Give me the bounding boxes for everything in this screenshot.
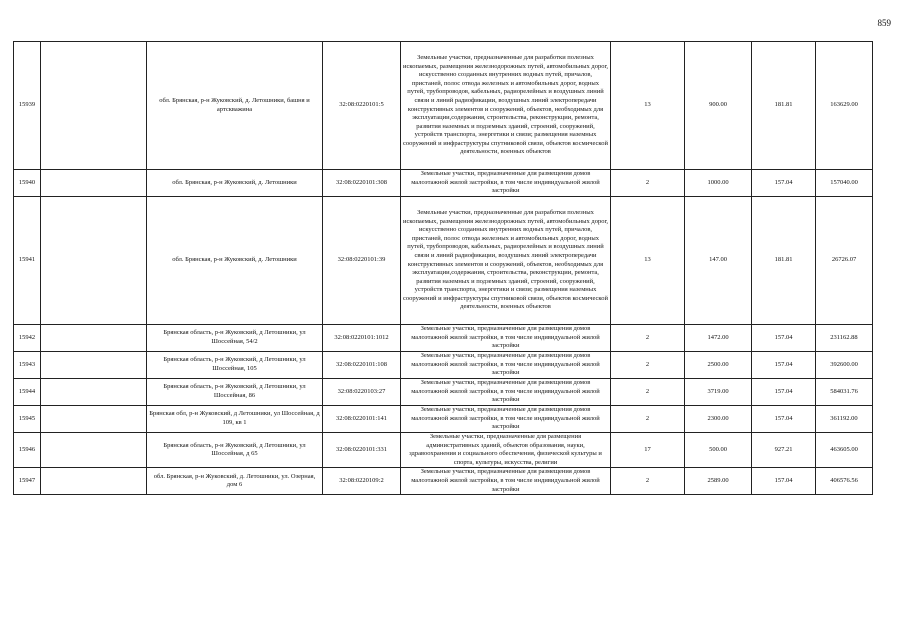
record-number-cell: 15943 <box>14 352 41 379</box>
use-code-cell: 2 <box>611 325 685 352</box>
land-use-cell: Земельные участки, предназначенные для размещения домов малоэтажной жилой застройки, в том числе индивидуальной жилой застройки <box>401 406 611 433</box>
table-row <box>14 42 873 170</box>
address-cell: Брянская область, р-н Жуковский, д Летошники, ул Шоссейная, 86 <box>147 379 323 406</box>
rate-cell: 157.04 <box>752 379 816 406</box>
land-use-cell: Земельные участки, предназначенные для разработки полезных ископаемых, размещения железнодорожных путей, автомобильных дорог, искусственно созданных внутренних водных путей, причалов, пристаней, полос отвода железных и автомобильных дорог, водных путей, трубопроводов, кабельных, радиорелейных и воздушных линий связи и линий радиофикации, воздушных линий электропередачи конструктивных элементов и сооружений, объектов, необходимых для эксплуатации,содержания, строительства, реконструкции, ремонта, развития наземных и подземных зданий, строений, сооружений, устройств транспорта, энергетики и связи; размещения наземных сооружений и инфраструктуры спутниковой связи, объектов космической деятельности, военных объектов <box>401 197 611 325</box>
table-body <box>14 42 873 495</box>
record-number-cell: 15942 <box>14 325 41 352</box>
table-row <box>14 433 873 468</box>
record-number-cell: 15947 <box>14 468 41 495</box>
record-number-cell: 15946 <box>14 433 41 468</box>
use-code-cell: 2 <box>611 379 685 406</box>
empty-cell <box>41 197 147 325</box>
record-number-cell: 15945 <box>14 406 41 433</box>
table-row <box>14 170 873 197</box>
empty-cell <box>41 406 147 433</box>
empty-cell <box>41 170 147 197</box>
rate-cell: 181.81 <box>752 197 816 325</box>
table-row <box>14 468 873 495</box>
rate-cell: 157.04 <box>752 352 816 379</box>
empty-cell <box>41 325 147 352</box>
rate-cell: 157.04 <box>752 406 816 433</box>
area-cell: 2589.00 <box>685 468 752 495</box>
table-row <box>14 325 873 352</box>
area-cell: 2300.00 <box>685 406 752 433</box>
use-code-cell: 13 <box>611 197 685 325</box>
land-use-cell: Земельные участки, предназначенные для размещения административных зданий, объектов образования, науки, здравоохранения и социального обеспечения, физической культуры и спорта, культуры, искусства, религии <box>401 433 611 468</box>
table-row <box>14 197 873 325</box>
cadastral-value-cell: 392600.00 <box>816 352 873 379</box>
empty-cell <box>41 433 147 468</box>
rate-cell: 927.21 <box>752 433 816 468</box>
area-cell: 500.00 <box>685 433 752 468</box>
record-number-cell: 15940 <box>14 170 41 197</box>
rate-cell: 181.81 <box>752 42 816 170</box>
address-cell: Брянская область, р-н Жуковский, д Летошники, ул Шоссейная, 54/2 <box>147 325 323 352</box>
use-code-cell: 17 <box>611 433 685 468</box>
land-use-cell: Земельные участки, предназначенные для размещения домов малоэтажной жилой застройки, в том числе индивидуальной жилой застройки <box>401 170 611 197</box>
use-code-cell: 2 <box>611 406 685 433</box>
cadastral-number-cell: 32:08:0220101:1012 <box>323 325 401 352</box>
table-row <box>14 379 873 406</box>
cadastral-number-cell: 32:08:0220101:108 <box>323 352 401 379</box>
empty-cell <box>41 352 147 379</box>
address-cell: обл. Брянская, р-н Жуковский, д. Летошники, башня и артскважина <box>147 42 323 170</box>
use-code-cell: 2 <box>611 468 685 495</box>
address-cell: Брянская область, р-н Жуковский, д Летошники, ул Шоссейная, 105 <box>147 352 323 379</box>
address-cell: Брянская область, р-н Жуковский, д Летошники, ул Шоссейная, д 65 <box>147 433 323 468</box>
cadastral-number-cell: 32:08:0220109:2 <box>323 468 401 495</box>
cadastral-value-cell: 26726.07 <box>816 197 873 325</box>
cadastral-number-cell: 32:08:0220103:27 <box>323 379 401 406</box>
land-use-cell: Земельные участки, предназначенные для размещения домов малоэтажной жилой застройки, в том числе индивидуальной жилой застройки <box>401 352 611 379</box>
rate-cell: 157.04 <box>752 170 816 197</box>
land-use-cell: Земельные участки, предназначенные для размещения домов малоэтажной жилой застройки, в том числе индивидуальной жилой застройки <box>401 468 611 495</box>
table-row <box>14 406 873 433</box>
cadastral-value-cell: 463605.00 <box>816 433 873 468</box>
empty-cell <box>41 379 147 406</box>
table-row <box>14 352 873 379</box>
area-cell: 900.00 <box>685 42 752 170</box>
cadastral-value-cell: 163629.00 <box>816 42 873 170</box>
cadastral-number-cell: 32:08:0220101:308 <box>323 170 401 197</box>
area-cell: 2500.00 <box>685 352 752 379</box>
land-use-cell: Земельные участки, предназначенные для размещения домов малоэтажной жилой застройки, в том числе индивидуальной жилой застройки <box>401 379 611 406</box>
use-code-cell: 2 <box>611 352 685 379</box>
empty-cell <box>41 468 147 495</box>
rate-cell: 157.04 <box>752 468 816 495</box>
use-code-cell: 13 <box>611 42 685 170</box>
empty-cell <box>41 42 147 170</box>
address-cell: обл. Брянская, р-н Жуковский, д. Летошники, ул. Озерная, дом 6 <box>147 468 323 495</box>
page-number: 859 <box>877 18 891 28</box>
cadastral-value-cell: 406576.56 <box>816 468 873 495</box>
address-cell: обл. Брянская, р-н Жуковский, д. Летошники <box>147 170 323 197</box>
area-cell: 3719.00 <box>685 379 752 406</box>
land-use-cell: Земельные участки, предназначенные для разработки полезных ископаемых, размещения железнодорожных путей, автомобильных дорог, искусственно созданных внутренних водных путей, причалов, пристаней, полос отвода железных и автомобильных дорог, водных путей, трубопроводов, кабельных, радиорелейных и воздушных линий связи и линий радиофикации, воздушных линий электропередачи конструктивных элементов и сооружений, объектов, необходимых для эксплуатации,содержания, строительства, реконструкции, ремонта, развития наземных и подземных зданий, строений, сооружений, устройств транспорта, энергетики и связи; размещения наземных сооружений и инфраструктуры спутниковой связи, объектов космической деятельности, военных объектов <box>401 42 611 170</box>
address-cell: обл. Брянская, р-н Жуковский, д. Летошники <box>147 197 323 325</box>
area-cell: 1000.00 <box>685 170 752 197</box>
record-number-cell: 15944 <box>14 379 41 406</box>
record-number-cell: 15939 <box>14 42 41 170</box>
cadastral-number-cell: 32:08:0220101:5 <box>323 42 401 170</box>
cadastral-number-cell: 32:08:0220101:141 <box>323 406 401 433</box>
cadastral-number-cell: 32:08:0220101:331 <box>323 433 401 468</box>
area-cell: 1472.00 <box>685 325 752 352</box>
cadastral-value-cell: 584031.76 <box>816 379 873 406</box>
land-use-cell: Земельные участки, предназначенные для размещения домов малоэтажной жилой застройки, в том числе индивидуальной жилой застройки <box>401 325 611 352</box>
use-code-cell: 2 <box>611 170 685 197</box>
address-cell: Брянская обл, р-н Жуковский, д Летошники, ул Шоссейная, д 109, кв 1 <box>147 406 323 433</box>
rate-cell: 157.04 <box>752 325 816 352</box>
land-registry-table <box>13 41 873 495</box>
cadastral-value-cell: 361192.00 <box>816 406 873 433</box>
cadastral-value-cell: 231162.88 <box>816 325 873 352</box>
area-cell: 147.00 <box>685 197 752 325</box>
record-number-cell: 15941 <box>14 197 41 325</box>
cadastral-value-cell: 157040.00 <box>816 170 873 197</box>
cadastral-number-cell: 32:08:0220101:39 <box>323 197 401 325</box>
